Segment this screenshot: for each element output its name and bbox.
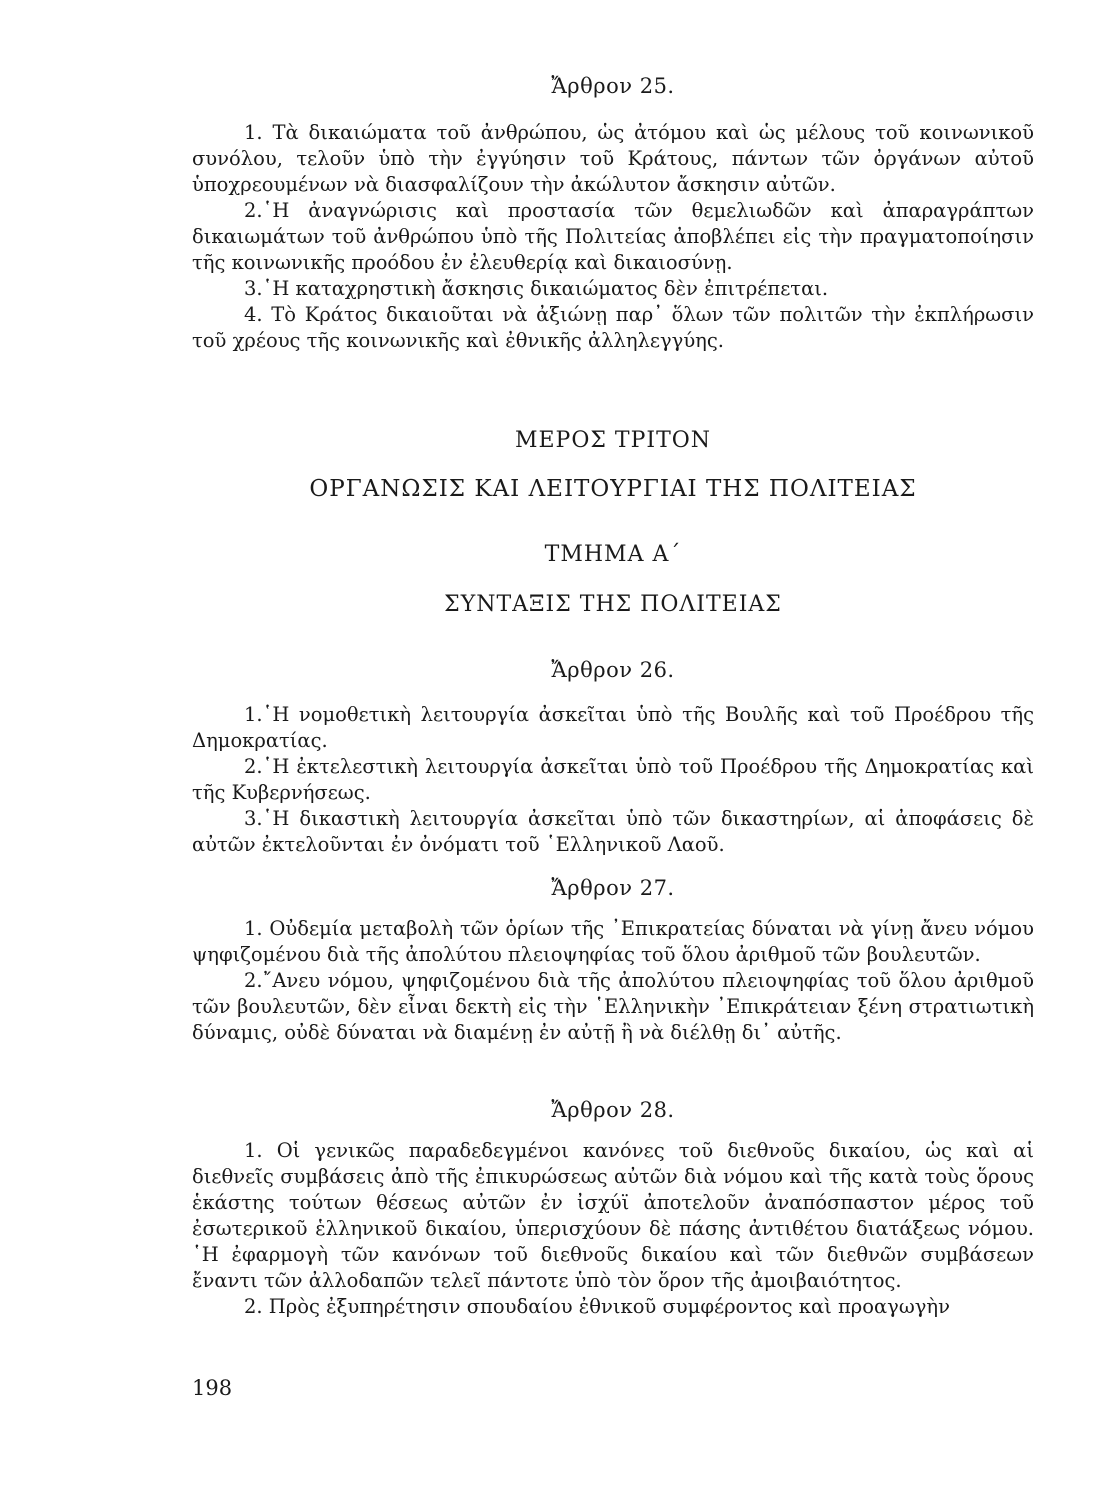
article-27-paragraph-2: 2.῎Ανευ νόμου, ψηφιζομένου διὰ τῆς ἀπολύτου πλειοψηφίας τοῦ ὅλου ἀριθμοῦ τῶν βουλευτῶν, δὲν εἶναι δεκτὴ εἰς τὴν ῾Ελληνικὴν ᾿Επικράτειαν ξένη στρατιωτικὴ δύναμις, οὐδὲ δύναται νὰ διαμένῃ ἐν αὐτῇ ἢ νὰ διέλθῃ δι᾿ αὐτῆς.	[192, 969, 1034, 1044]
article-27-body	[192, 916, 1034, 1046]
article-27-paragraph-1: 1. Οὐδεμία μεταβολὴ τῶν ὁρίων τῆς ᾿Επικρατείας δύναται νὰ γίνῃ ἄνευ νόμου ψηφιζομένου διὰ τῆς ἀπολύτου πλειοψηφίας τοῦ ὅλου ἀριθμοῦ τῶν βουλευτῶν.	[192, 917, 1034, 966]
article-26-paragraph-2: 2.῾Η ἐκτελεστικὴ λειτουργία ἀσκεῖται ὑπὸ τοῦ Προέδρου τῆς Δημοκρατίας καὶ τῆς Κυβερνήσεως.	[192, 755, 1034, 804]
section-title: ΤΜΗΜΑ Α΄	[544, 542, 682, 567]
article-28-paragraph-1: 1. Οἱ γενικῶς παραδεδεγμένοι κανόνες τοῦ διεθνοῦς δικαίου, ὡς καὶ αἱ διεθνεῖς συμβάσεις ἀπὸ τῆς ἐπικυρώσεως αὐτῶν διὰ νόμου καὶ τῆς κατὰ τοὺς ὅρους ἑκάστης τούτων θέσεως αὐτῶν ἐν ἰσχύϊ ἀποτελοῦν ἀναπόσπαστον μέρος τοῦ ἐσωτερικοῦ ἑλληνικοῦ δικαίου, ὑπερισχύουν δὲ πάσης ἀντιθέτου διατάξεως νόμου. ῾Η ἐφαρμογὴ τῶν κανόνων τοῦ διεθνοῦς δικαίου καὶ τῶν διεθνῶν συμβάσεων ἔναντι τῶν ἀλλοδαπῶν τελεῖ πάντοτε ὑπὸ τὸν ὅρον τῆς ἀμοιβαιότητος.	[192, 1139, 1034, 1292]
article-25-paragraph-1: 1. Τὰ δικαιώματα τοῦ ἀνθρώπου, ὡς ἀτόμου καὶ ὡς μέλους τοῦ κοινωνικοῦ συνόλου, τελοῦν ὑπὸ τὴν ἐγγύησιν τοῦ Κράτους, πάντων τῶν ὀργάνων αὐτοῦ ὑποχρεουμένων νὰ διασφαλίζουν τὴν ἀκώλυτον ἄσκησιν αὐτῶν.	[192, 121, 1034, 196]
article-25-title: Ἄρθρον 25.	[551, 74, 675, 98]
article-26-title: Ἄρθρον 26.	[551, 658, 675, 682]
article-26-paragraph-3: 3.῾Η δικαστικὴ λειτουργία ἀσκεῖται ὑπὸ τῶν δικαστηρίων, αἱ ἀποφάσεις δὲ αὐτῶν ἐκτελοῦνται ἐν ὀνόματι τοῦ ῾Ελληνικοῦ Λαοῦ.	[192, 807, 1034, 856]
article-25-paragraph-2: 2.῾Η ἀναγνώρισις καὶ προστασία τῶν θεμελιωδῶν καὶ ἀπαραγράπτων δικαιωμάτων τοῦ ἀνθρώπου ὑπὸ τῆς Πολιτείας ἀποβλέπει εἰς τὴν πραγματοποίησιν τῆς κοινωνικῆς προόδου ἐν ἐλευθερίᾳ καὶ δικαιοσύνῃ.	[192, 199, 1034, 274]
article-28-body	[192, 1138, 1034, 1320]
page-number: 198	[192, 1376, 233, 1400]
article-26-body	[192, 702, 1034, 858]
section-subtitle: ΣΥΝΤΑΞΙΣ ΤΗΣ ΠΟΛΙΤΕΙΑΣ	[444, 592, 782, 617]
part-subtitle: ΟΡΓΑΝΩΣΙΣ ΚΑΙ ΛΕΙΤΟΥΡΓΙΑΙ ΤΗΣ ΠΟΛΙΤΕΙΑΣ	[309, 476, 917, 502]
article-27-title: Ἄρθρον 27.	[551, 876, 675, 900]
article-28-paragraph-2: 2. Πρὸς ἐξυπηρέτησιν σπουδαίου ἐθνικοῦ συμφέροντος καὶ προαγωγὴν	[244, 1295, 950, 1318]
article-28-title: Ἄρθρον 28.	[551, 1098, 675, 1122]
article-25-paragraph-3: 3.῾Η καταχρηστικὴ ἄσκησις δικαιώματος δὲν ἐπιτρέπεται.	[244, 277, 829, 300]
article-25-paragraph-4: 4. Τὸ Κράτος δικαιοῦται νὰ ἀξιώνῃ παρ᾿ ὅλων τῶν πολιτῶν τὴν ἐκπλήρωσιν τοῦ χρέους τῆς κοινωνικῆς καὶ ἐθνικῆς ἀλληλεγγύης.	[192, 303, 1034, 352]
article-26-paragraph-1: 1.῾Η νομοθετικὴ λειτουργία ἀσκεῖται ὑπὸ τῆς Βουλῆς καὶ τοῦ Προέδρου τῆς Δημοκρατίας.	[192, 703, 1034, 752]
article-25-body	[192, 120, 1034, 354]
part-title: ΜΕΡΟΣ ΤΡΙΤΟΝ	[514, 428, 712, 453]
